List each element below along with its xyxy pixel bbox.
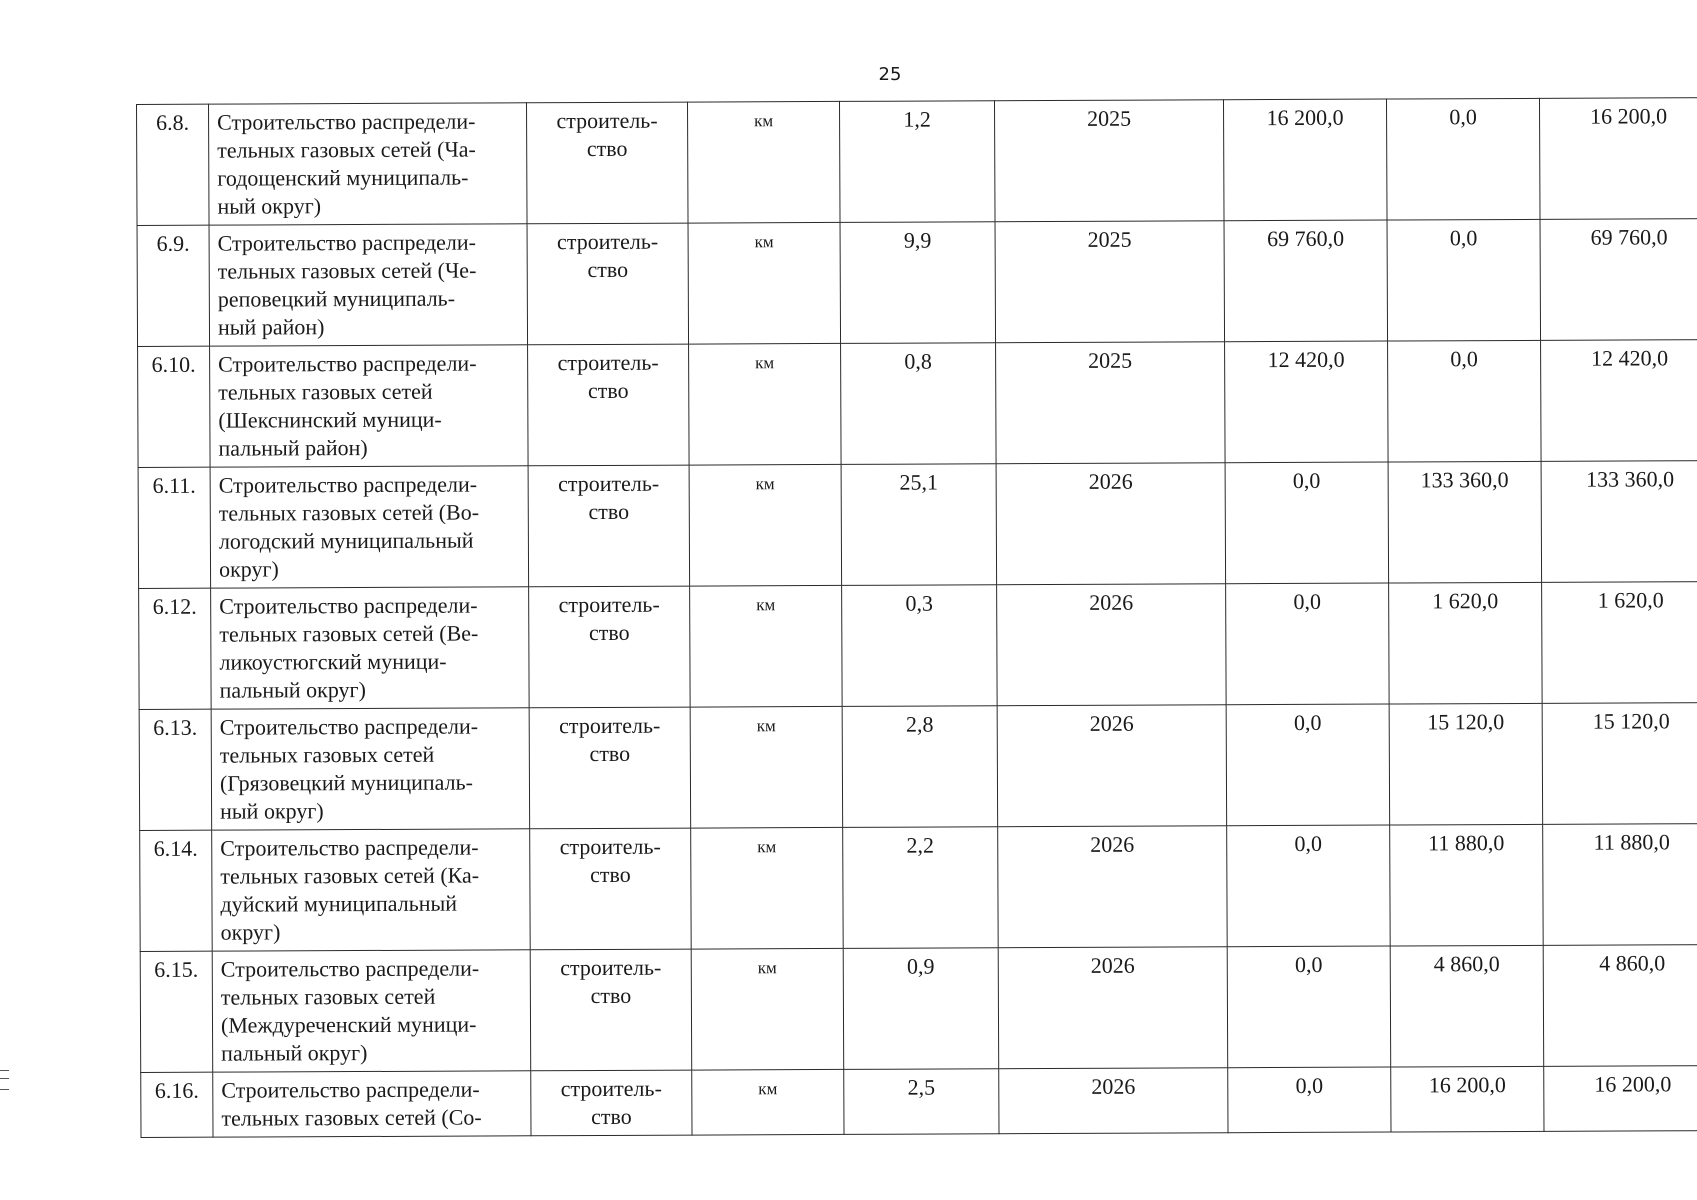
row-unit: км [690,706,843,828]
row-name: Строительство распредели- тельных газовых сетей (Ча- годощенский муниципаль- ный округ) [217,108,476,219]
row-value-2: 16 200,0 [1391,1066,1544,1132]
row-year: 2026 [998,947,1228,1069]
row-name: Строительство распредели- тельных газовых сетей (Междуреченский муници- пальный округ) [220,955,480,1066]
row-value-total: 16 200,0 [1544,1066,1697,1132]
row-number: 6.13. [139,709,212,830]
row-value-2: 0,0 [1386,98,1540,220]
row-work-type: строитель- ство [556,107,658,162]
page-number: 25 [878,64,902,85]
row-name: Строительство распредели- тельных газовых сетей (Че- реповецкий муниципаль- ный район) [217,229,477,340]
row-unit: км [688,222,841,344]
table-row [139,703,1697,831]
row-quantity: 25,1 [841,464,997,586]
row-work-type: строитель- ство [557,349,659,404]
row-unit: км [692,1069,844,1135]
row-value-2: 1 620,0 [1389,582,1543,704]
row-unit: км [689,343,842,465]
row-number: 6.14. [140,830,213,951]
row-year: 2026 [999,1068,1228,1134]
row-value-1: 16 200,0 [1223,99,1387,221]
margin-binding-mark [0,1070,9,1090]
row-quantity: 0,9 [843,948,999,1070]
row-work-type: строитель- ство [560,954,662,1009]
row-value-total: 1 620,0 [1542,582,1697,704]
row-value-total: 16 200,0 [1539,98,1697,220]
gas-network-table [136,97,1697,1138]
row-value-total: 15 120,0 [1542,703,1697,825]
row-unit: км [691,827,844,949]
row-name: Строительство распредели- тельных газовых сетей (Шекснинский муници- пальный район) [218,350,477,461]
row-work-type: строитель- ство [558,591,660,646]
row-quantity: 1,2 [839,101,995,223]
table-row [139,582,1697,710]
table-row [137,98,1697,226]
row-quantity: 9,9 [840,222,996,344]
row-value-1: 0,0 [1227,946,1391,1068]
row-name: Строительство распредели- тельных газовых сетей (Во- логодский муниципальный округ) [218,471,480,582]
row-unit: км [689,464,842,586]
row-year: 2026 [998,826,1228,948]
row-value-1: 12 420,0 [1225,341,1389,463]
row-number: 6.15. [140,951,213,1072]
row-work-type: строитель- ство [559,712,661,767]
row-quantity: 2,5 [844,1069,999,1135]
row-year: 2025 [995,221,1225,343]
row-value-total: 69 760,0 [1540,219,1697,341]
row-work-type: строитель- ство [558,470,660,525]
table-row [137,219,1697,347]
table-row [141,1066,1697,1138]
row-value-1: 69 760,0 [1224,220,1388,342]
row-number: 6.12. [139,588,212,709]
row-work-type: строитель- ство [556,228,659,283]
gas-network-table-wrapper [136,97,1675,1138]
row-value-total: 11 880,0 [1543,824,1697,946]
row-work-type: строитель- ство [559,833,661,888]
row-work-type: строитель- ство [560,1075,662,1130]
row-value-2: 0,0 [1388,340,1542,462]
row-number: 6.16. [141,1072,213,1137]
row-value-2: 15 120,0 [1389,703,1543,825]
row-number: 6.11. [138,467,211,588]
row-value-1: 0,0 [1225,462,1389,584]
row-year: 2026 [996,463,1226,585]
row-value-1: 0,0 [1228,1067,1391,1133]
row-unit: км [691,948,844,1070]
row-number: 6.10. [138,346,211,467]
row-unit: км [690,585,843,707]
table-row [140,945,1697,1073]
row-value-total: 12 420,0 [1541,340,1697,462]
table-row [138,461,1697,589]
row-value-2: 4 860,0 [1390,945,1544,1067]
row-value-total: 133 360,0 [1541,461,1697,583]
row-year: 2025 [994,100,1224,222]
row-value-2: 133 360,0 [1388,461,1542,583]
row-value-1: 0,0 [1226,583,1390,705]
table-row [138,340,1697,468]
row-value-1: 0,0 [1226,704,1390,826]
row-value-total: 4 860,0 [1543,945,1697,1067]
row-quantity: 2,8 [842,706,998,828]
row-unit: км [687,101,840,223]
row-year: 2025 [996,342,1226,464]
row-quantity: 0,3 [842,585,998,707]
table-row [140,824,1697,952]
row-name: Строительство распредели- тельных газовых сетей (Грязовецкий муниципаль- ный округ) [219,713,479,824]
row-value-2: 11 880,0 [1390,824,1544,946]
row-number: 6.8. [137,104,210,225]
row-quantity: 0,8 [841,343,997,465]
row-year: 2026 [997,705,1227,827]
row-year: 2026 [997,584,1227,706]
row-name: Строительство распредели- тельных газовых сетей (Ка- дуйский муниципальный округ) [220,834,480,945]
row-number: 6.9. [137,225,210,346]
row-value-1: 0,0 [1227,825,1391,947]
row-name: Строительство распредели- тельных газовых сетей (Со- [221,1076,482,1131]
row-value-2: 0,0 [1387,219,1541,341]
row-name: Строительство распредели- тельных газовых сетей (Ве- ликоустюгский муници- пальный округ) [219,592,479,703]
row-quantity: 2,2 [843,827,999,949]
